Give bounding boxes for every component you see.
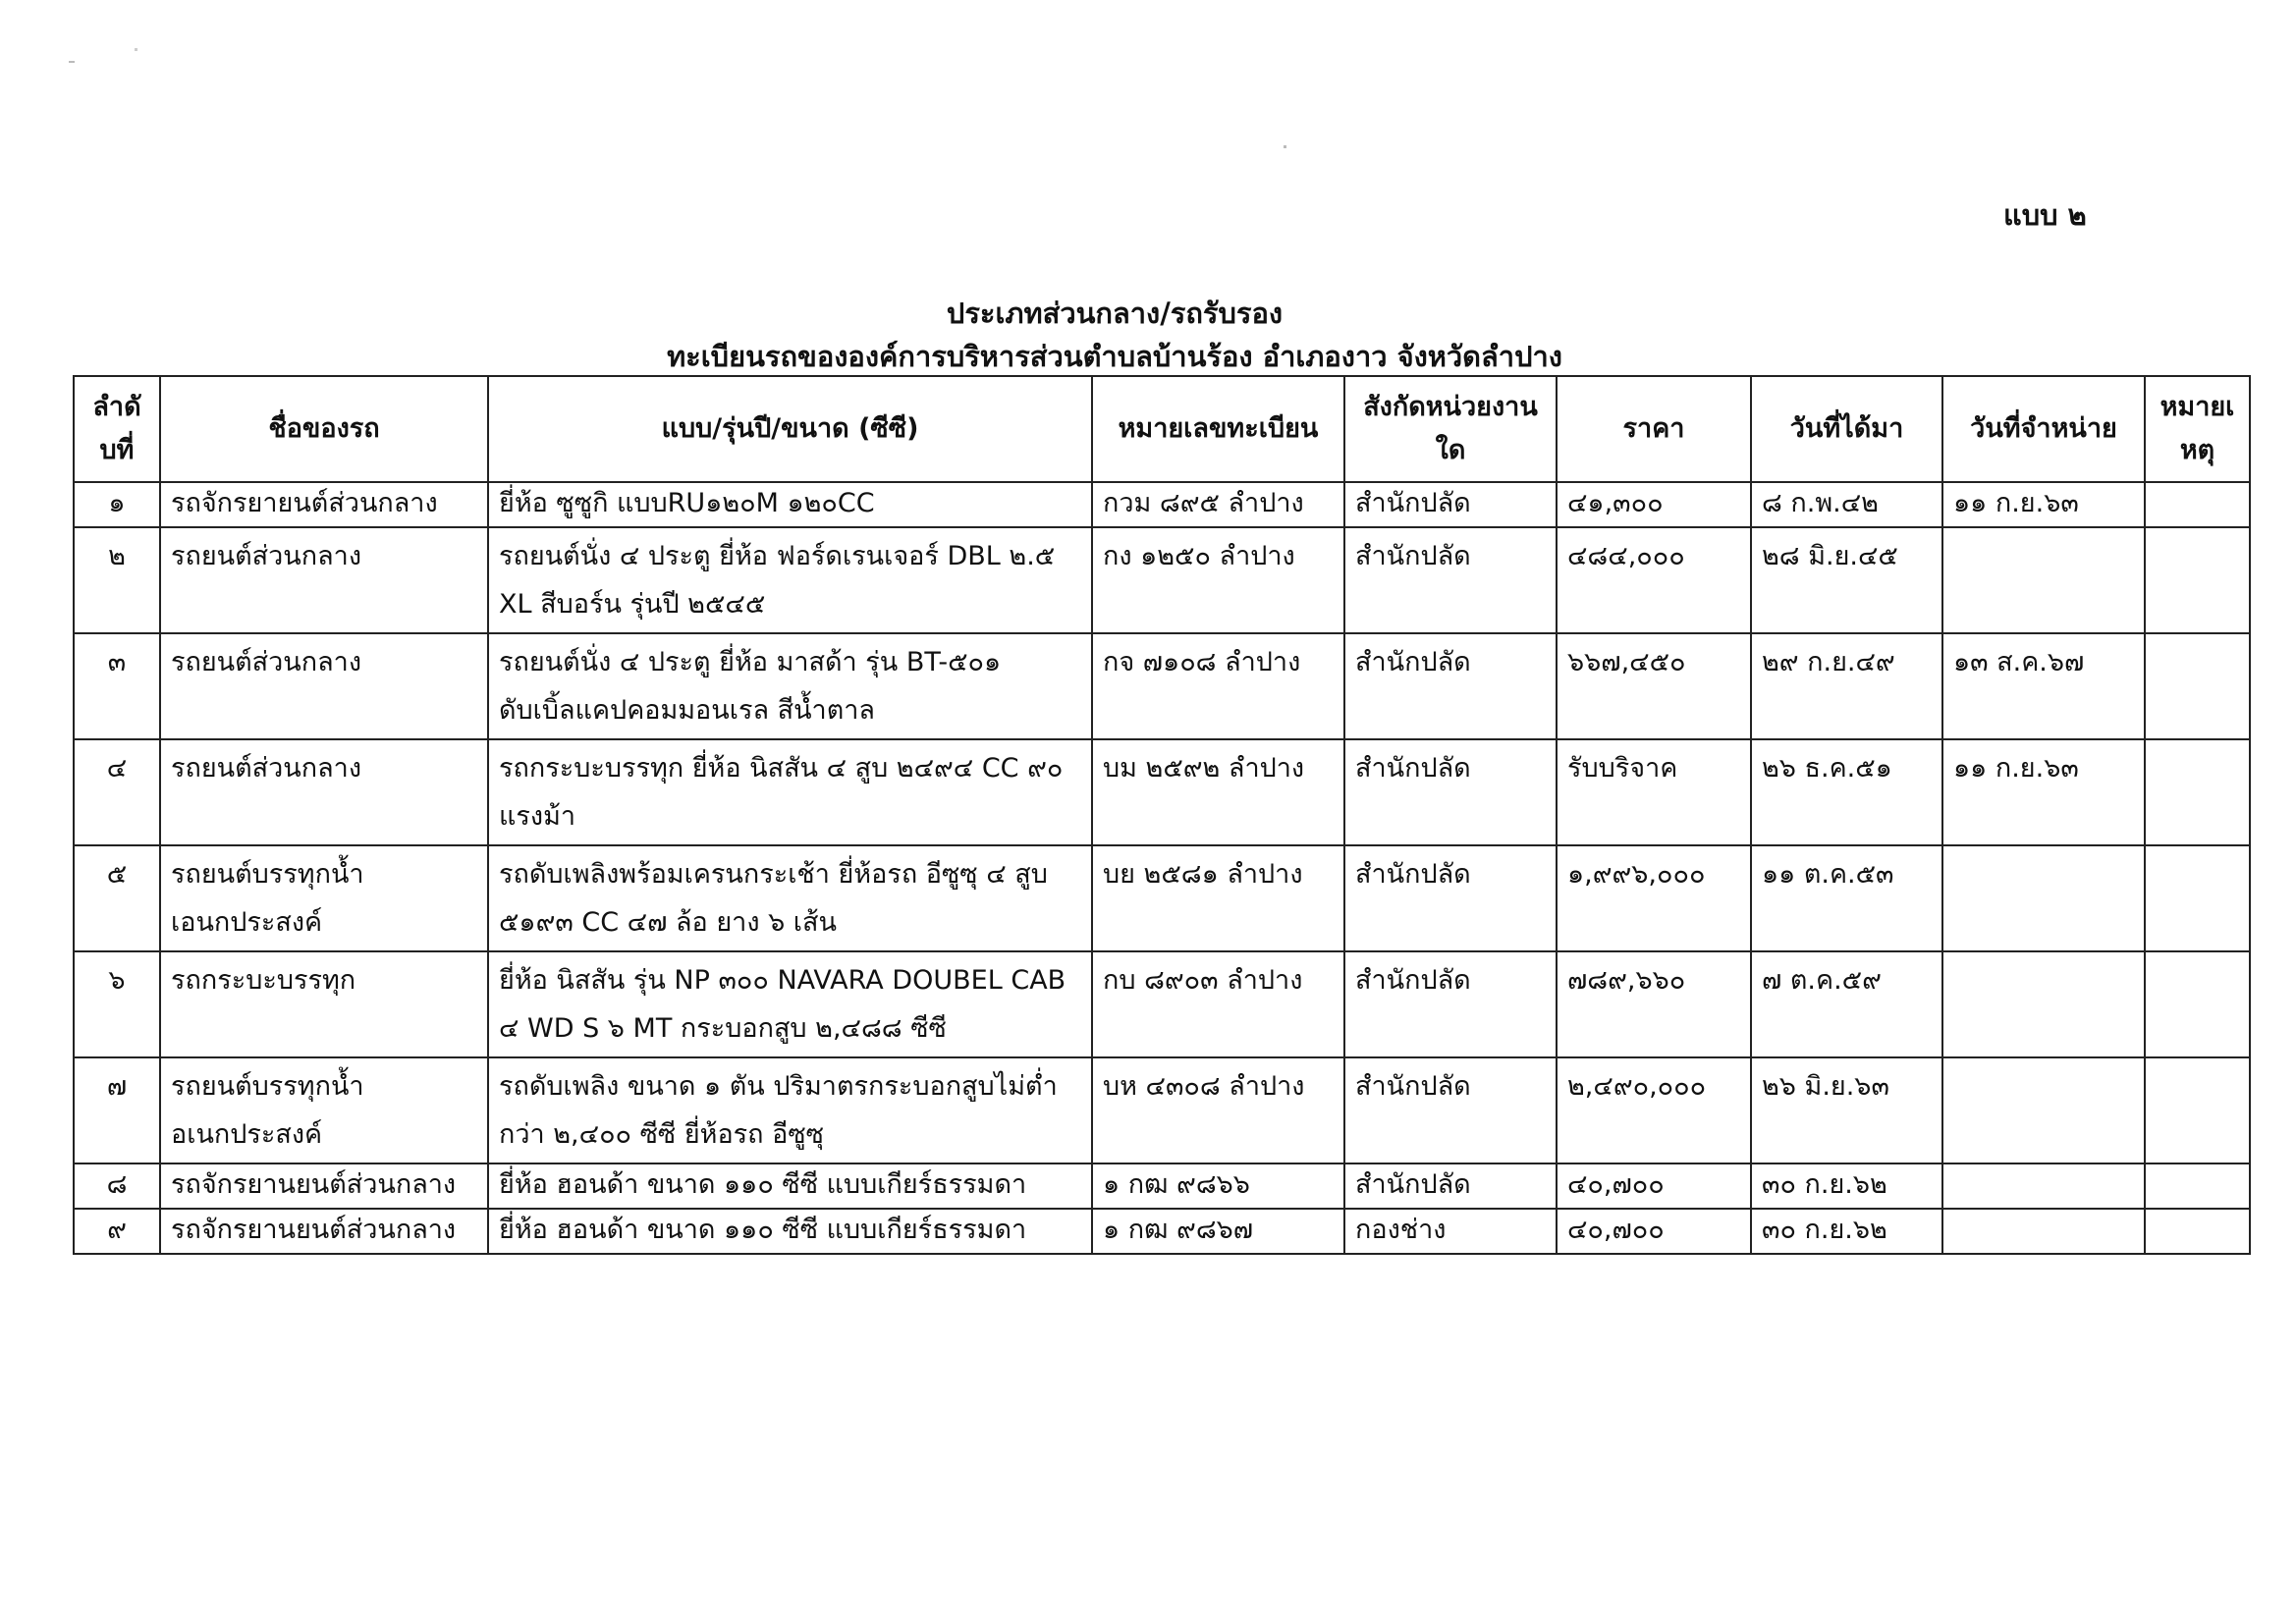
header-acquired: วันที่ได้มา	[1751, 376, 1942, 482]
cell-plate: กบ ๘๙๐๓ ลำปาง	[1092, 951, 1344, 1057]
cell-model: ยี่ห้อ ฮอนด้า ขนาด ๑๑๐ ซีซี แบบเกียร์ธรรมดา	[488, 1209, 1092, 1254]
cell-model: ยี่ห้อ ซูซูกิ แบบRU๑๒๐M ๑๒๐CC	[488, 482, 1092, 527]
cell-no: ๓	[74, 633, 160, 739]
cell-disposed: ๑๓ ส.ค.๖๗	[1942, 633, 2145, 739]
header-no: ลำดับที่	[74, 376, 160, 482]
cell-no: ๕	[74, 845, 160, 951]
cell-acquired: ๓๐ ก.ย.๖๒	[1751, 1163, 1942, 1209]
cell-price: ๒,๔๙๐,๐๐๐	[1557, 1057, 1751, 1163]
cell-no: ๒	[74, 527, 160, 633]
header-model: แบบ/รุ่นปี/ขนาด (ซีซี)	[488, 376, 1092, 482]
cell-plate: กจ ๗๑๐๘ ลำปาง	[1092, 633, 1344, 739]
table-row	[74, 1057, 2250, 1163]
cell-price: ๖๖๗,๔๕๐	[1557, 633, 1751, 739]
cell-acquired: ๒๘ มิ.ย.๔๕	[1751, 527, 1942, 633]
cell-unit: สำนักปลัด	[1344, 845, 1557, 951]
table-row	[74, 1209, 2250, 1254]
cell-price: ๗๘๙,๖๖๐	[1557, 951, 1751, 1057]
header-price: ราคา	[1557, 376, 1751, 482]
table-row	[74, 1163, 2250, 1209]
cell-name: รถจักรยายนต์ส่วนกลาง	[160, 482, 488, 527]
scan-speck	[1284, 145, 1286, 148]
document-title-category: ประเภทส่วนกลาง/รถรับรอง	[946, 297, 1284, 330]
cell-unit: สำนักปลัด	[1344, 951, 1557, 1057]
cell-remark	[2145, 1163, 2250, 1209]
scan-speck	[69, 61, 75, 63]
header-plate: หมายเลขทะเบียน	[1092, 376, 1344, 482]
cell-remark	[2145, 482, 2250, 527]
cell-model: รถยนต์นั่ง ๔ ประตู ยี่ห้อ ฟอร์ดเรนเจอร์ DBL ๒.๕ XL สีบอร์น รุ่นปี ๒๕๔๕	[488, 527, 1092, 633]
cell-price: ๔๘๔,๐๐๐	[1557, 527, 1751, 633]
scan-speck	[135, 48, 137, 51]
cell-disposed	[1942, 527, 2145, 633]
cell-model: ยี่ห้อ ฮอนด้า ขนาด ๑๑๐ ซีซี แบบเกียร์ธรรมดา	[488, 1163, 1092, 1209]
table-row	[74, 951, 2250, 1057]
cell-plate: กวม ๘๙๕ ลำปาง	[1092, 482, 1344, 527]
cell-no: ๘	[74, 1163, 160, 1209]
cell-model: รถกระบะบรรทุก ยี่ห้อ นิสสัน ๔ สูบ ๒๔๙๔ CC ๙๐ แรงม้า	[488, 739, 1092, 845]
header-disposed: วันที่จำหน่าย	[1942, 376, 2145, 482]
cell-name: รถยนต์บรรทุกน้ำ อเนกประสงค์	[160, 1057, 488, 1163]
cell-acquired: ๑๑ ต.ค.๕๓	[1751, 845, 1942, 951]
cell-unit: สำนักปลัด	[1344, 1057, 1557, 1163]
table-row	[74, 845, 2250, 951]
cell-acquired: ๓๐ ก.ย.๖๒	[1751, 1209, 1942, 1254]
cell-plate: บห ๔๓๐๘ ลำปาง	[1092, 1057, 1344, 1163]
cell-name: รถกระบะบรรทุก	[160, 951, 488, 1057]
cell-model: ยี่ห้อ นิสสัน รุ่น NP ๓๐๐ NAVARA DOUBEL CAB ๔ WD S ๖ MT กระบอกสูบ ๒,๔๘๘ ซีซี	[488, 951, 1092, 1057]
cell-acquired: ๒๖ มิ.ย.๖๓	[1751, 1057, 1942, 1163]
cell-unit: สำนักปลัด	[1344, 633, 1557, 739]
cell-no: ๔	[74, 739, 160, 845]
cell-acquired: ๒๖ ธ.ค.๕๑	[1751, 739, 1942, 845]
header-name: ชื่อของรถ	[160, 376, 488, 482]
cell-price: ๔๐,๗๐๐	[1557, 1163, 1751, 1209]
cell-price: ๔๑,๓๐๐	[1557, 482, 1751, 527]
cell-remark	[2145, 951, 2250, 1057]
cell-disposed	[1942, 1209, 2145, 1254]
cell-disposed	[1942, 845, 2145, 951]
cell-plate: กง ๑๒๕๐ ลำปาง	[1092, 527, 1344, 633]
cell-remark	[2145, 527, 2250, 633]
cell-no: ๖	[74, 951, 160, 1057]
cell-model: รถดับเพลิง ขนาด ๑ ตัน ปริมาตรกระบอกสูบไม่ต่ำกว่า ๒,๔๐๐ ซีซี ยี่ห้อรถ อีซูซุ	[488, 1057, 1092, 1163]
cell-price: ๑,๙๙๖,๐๐๐	[1557, 845, 1751, 951]
cell-unit: สำนักปลัด	[1344, 739, 1557, 845]
table-row	[74, 739, 2250, 845]
cell-acquired: ๘ ก.พ.๔๒	[1751, 482, 1942, 527]
cell-no: ๗	[74, 1057, 160, 1163]
table-row	[74, 633, 2250, 739]
cell-disposed: ๑๑ ก.ย.๖๓	[1942, 482, 2145, 527]
cell-name: รถยนต์ส่วนกลาง	[160, 527, 488, 633]
cell-remark	[2145, 1209, 2250, 1254]
cell-remark	[2145, 739, 2250, 845]
cell-price: รับบริจาค	[1557, 739, 1751, 845]
cell-disposed	[1942, 1163, 2145, 1209]
cell-unit: สำนักปลัด	[1344, 1163, 1557, 1209]
document-title-main: ทะเบียนรถขององค์การบริหารส่วนตำบลบ้านร้อง อำเภองาว จังหวัดลำปาง	[667, 340, 1562, 373]
cell-name: รถจักรยานยนต์ส่วนกลาง	[160, 1163, 488, 1209]
cell-plate: บม ๒๕๙๒ ลำปาง	[1092, 739, 1344, 845]
cell-acquired: ๒๙ ก.ย.๔๙	[1751, 633, 1942, 739]
cell-plate: ๑ กฒ ๙๘๖๗	[1092, 1209, 1344, 1254]
cell-remark	[2145, 845, 2250, 951]
table-row	[74, 527, 2250, 633]
cell-name: รถจักรยานยนต์ส่วนกลาง	[160, 1209, 488, 1254]
cell-name: รถยนต์บรรทุกน้ำ เอนกประสงค์	[160, 845, 488, 951]
cell-no: ๙	[74, 1209, 160, 1254]
cell-plate: บย ๒๕๘๑ ลำปาง	[1092, 845, 1344, 951]
cell-disposed	[1942, 1057, 2145, 1163]
cell-remark	[2145, 633, 2250, 739]
cell-disposed	[1942, 951, 2145, 1057]
cell-name: รถยนต์ส่วนกลาง	[160, 633, 488, 739]
cell-unit: สำนักปลัด	[1344, 482, 1557, 527]
cell-no: ๑	[74, 482, 160, 527]
cell-unit: สำนักปลัด	[1344, 527, 1557, 633]
cell-unit: กองช่าง	[1344, 1209, 1557, 1254]
header-remark: หมายเหตุ	[2145, 376, 2250, 482]
cell-disposed: ๑๑ ก.ย.๖๓	[1942, 739, 2145, 845]
table-header-row	[74, 376, 2250, 482]
cell-model: รถยนต์นั่ง ๔ ประตู ยี่ห้อ มาสด้า รุ่น BT-๕๐๑ ดับเบิ้ลแคปคอมมอนเรล สีน้ำตาล	[488, 633, 1092, 739]
cell-remark	[2145, 1057, 2250, 1163]
cell-model: รถดับเพลิงพร้อมเครนกระเช้า ยี่ห้อรถ อีซูซุ ๔ สูบ ๕๑๙๓ CC ๔๗ ล้อ ยาง ๖ เส้น	[488, 845, 1092, 951]
form-label: แบบ ๒	[2003, 198, 2087, 232]
vehicle-register-table	[73, 375, 2251, 1255]
cell-plate: ๑ กฒ ๙๘๖๖	[1092, 1163, 1344, 1209]
cell-name: รถยนต์ส่วนกลาง	[160, 739, 488, 845]
cell-price: ๔๐,๗๐๐	[1557, 1209, 1751, 1254]
table-row	[74, 482, 2250, 527]
header-unit: สังกัดหน่วยงานใด	[1344, 376, 1557, 482]
cell-acquired: ๗ ต.ค.๕๙	[1751, 951, 1942, 1057]
